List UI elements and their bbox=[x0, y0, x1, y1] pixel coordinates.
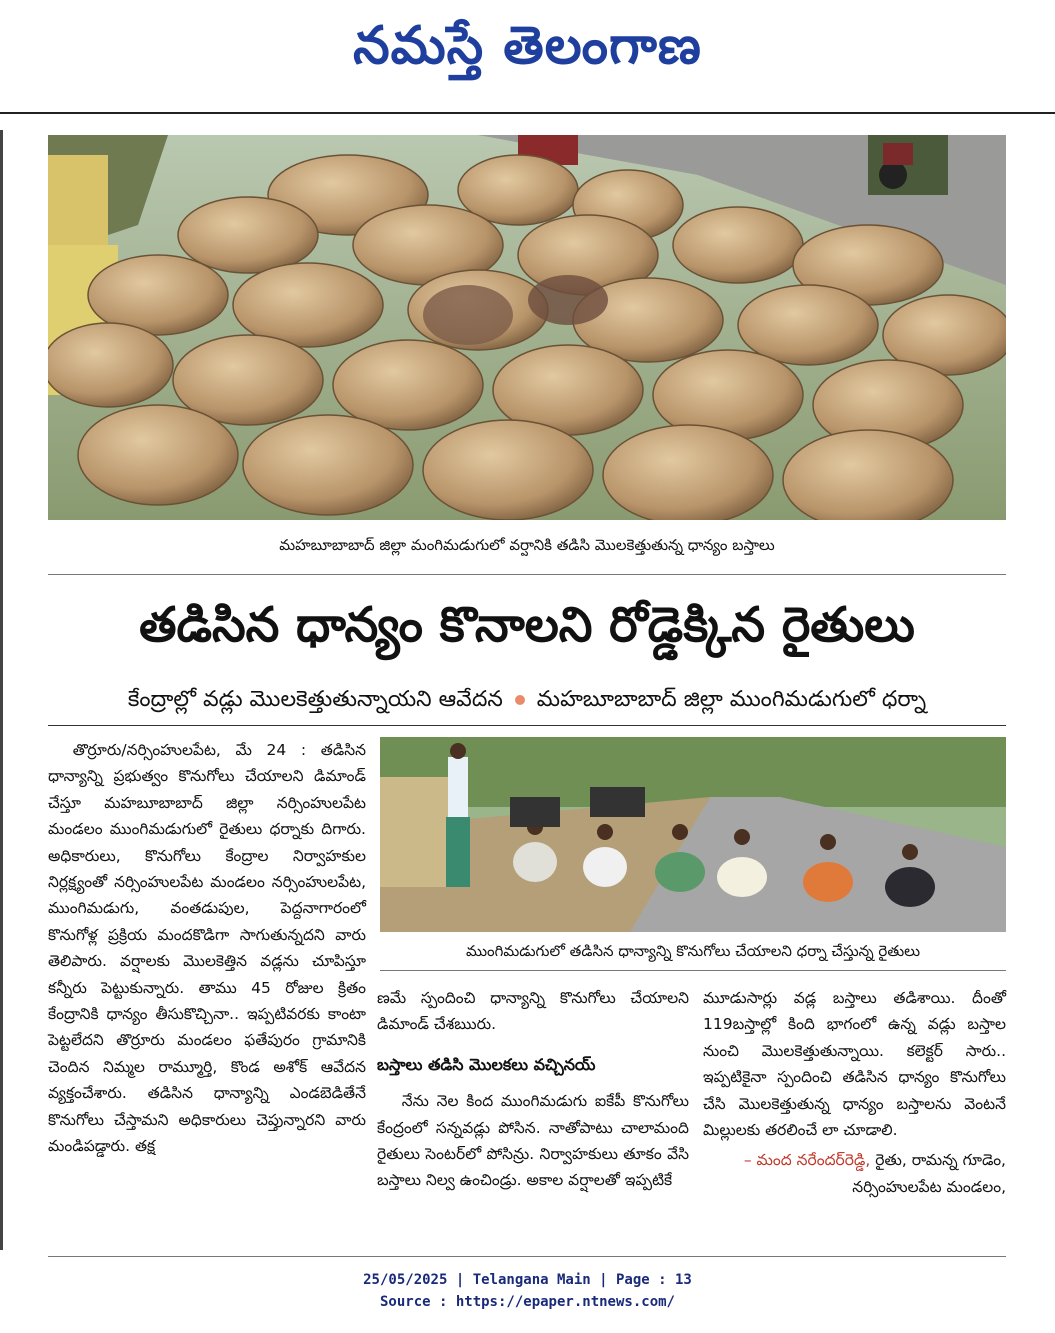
bullet-icon bbox=[515, 695, 525, 705]
article-text: మూడుసార్లు వడ్ల బస్తాలు తడిశాయి. దీంతో 119బస్తాల్లో కింది భాగంలో ఉన్న వడ్లు బస్తాల నుంచి మొలకెత్తుతున్నాయి. కలెక్టర్ సారు.. ఇప్పటికైనా స్పందించి తడిసిన ధాన్యం కొనుగోలు చేసి మొలకెత్తుతున్న ధాన్యం బస్తాలను వెంటనే మిల్లులకు తరలించే లా చూడాలి. bbox=[703, 989, 1006, 1140]
article-text: నేను నెల కింద ముంగిమడుగు ఐకేపీ కొనుగోలు కేంద్రంలో సన్నవడ్లు పోసిన. నాతోపాటు చాలామంది రైతులు సెంటర్‌లో పోసిన్రు. నిర్వాహకులు తూకం వేసి బస్తాలు నిల్వ ఉంచిండ్రు. అకాల వర్షాలతో ఇప్పటికే bbox=[377, 1092, 689, 1190]
subheadline-part2: మహబూబాబాద్ జిల్లా ముంగిమడుగులో ధర్నా bbox=[536, 687, 927, 712]
masthead-title: నమస్తే తెలంగాణ bbox=[353, 15, 702, 76]
caption-divider bbox=[48, 574, 1006, 575]
article-subheadline bbox=[48, 680, 1006, 720]
caption2-divider bbox=[380, 970, 1006, 971]
page-edge-line bbox=[0, 130, 3, 1250]
signature-name: – మంద నరేందర్‌రెడ్డి, bbox=[743, 1151, 871, 1170]
article-column-1 bbox=[48, 737, 366, 1160]
subheadline-part1: కేంద్రాల్లో వడ్లు మొలకెత్తుతున్నాయని ఆవేదన bbox=[127, 687, 503, 712]
article-text: తొర్రూరు/నర్సింహులపేట, మే 24 : తడిసిన ధాన్యాన్ని ప్రభుత్వం కొనుగోలు చేయాలని డిమాండ్ చేస్తూ మహబూబాబాద్ జిల్లా నర్సింహులపేట మండలం ముంగిమడుగులో రైతులు ధర్నాకు దిగారు. అధికారులు, కొనుగోలు కేంద్రాల నిర్వాహకుల నిర్లక్ష్యంతో నర్సింహులపేట మండలం నర్సింహులపేట, ముంగిమడుగు, వంతడుపుల, పెద్దనాగారంలో కొనుగోళ్ల ప్రక్రియ మందకొడిగా సాగుతున్నదని వారు తెలిపారు. వర్షాలకు మొలకెత్తిన వడ్లను చూపిస్తూ కన్నీరు పెట్టుకున్నారు. తాము 45 రోజుల క్రితం కేంద్రానికి ధాన్యం తీసుకొచ్చినా.. ఇప్పటివరకు కాంటా పెట్టలేదని తొర్రూరు మండలం ఫతేపురం గ్రామానికి చెందిన నిమ్మల రామ్మూర్తి, కొండ అశోక్ ఆవేదన వ్యక్తంచేశారు. తడిసిన ధాన్యాన్ని ఎండబెడితేనే కొనుగోలు చేస్తామని అధికారులు చెప్తున్నారని వారు మండిపడ్డారు. తక్ష bbox=[48, 741, 366, 1156]
footer-date-page: 25/05/2025 | Telangana Main | Page : 13 bbox=[363, 1272, 692, 1288]
farmers-protest-photo bbox=[380, 737, 1006, 932]
quote-signature bbox=[703, 1147, 1006, 1200]
masthead-rule bbox=[0, 112, 1055, 114]
grain-sacks-photo bbox=[48, 135, 1006, 520]
photo1-caption: మహబూబాబాద్ జిల్లా మంగిమడుగులో వర్షానికి తడిసి మొలకెత్తుతున్న ధాన్యం బస్తాలు bbox=[279, 536, 775, 554]
bottom-rule bbox=[48, 1256, 1006, 1257]
article-column-2 bbox=[377, 985, 689, 1194]
article-column-3 bbox=[703, 985, 1006, 1200]
article-headline: తడిసిన ధాన్యం కొనాలని రోడ్డెక్కిన రైతులు bbox=[139, 597, 915, 653]
photo2-caption: ముంగిమడుగులో తడిసిన ధాన్యాన్ని కొనుగోలు చేయాలని ధర్నా చేస్తున్న రైతులు bbox=[465, 942, 921, 960]
article-subtitle: బస్తాలు తడిసి మొలకలు వచ్చినయ్ bbox=[377, 1054, 596, 1074]
signature-details: రైతు, రామన్న గూడెం, నర్సింహులపేట మండలం, bbox=[852, 1151, 1006, 1196]
article-text: ణమే స్పందించి ధాన్యాన్ని కొనుగోలు చేయాలని డిమాండ్ చేశఋరు. bbox=[377, 989, 689, 1034]
subheadline-rule bbox=[48, 725, 1006, 726]
footer-source: Source : https://epaper.ntnews.com/ bbox=[379, 1294, 675, 1310]
